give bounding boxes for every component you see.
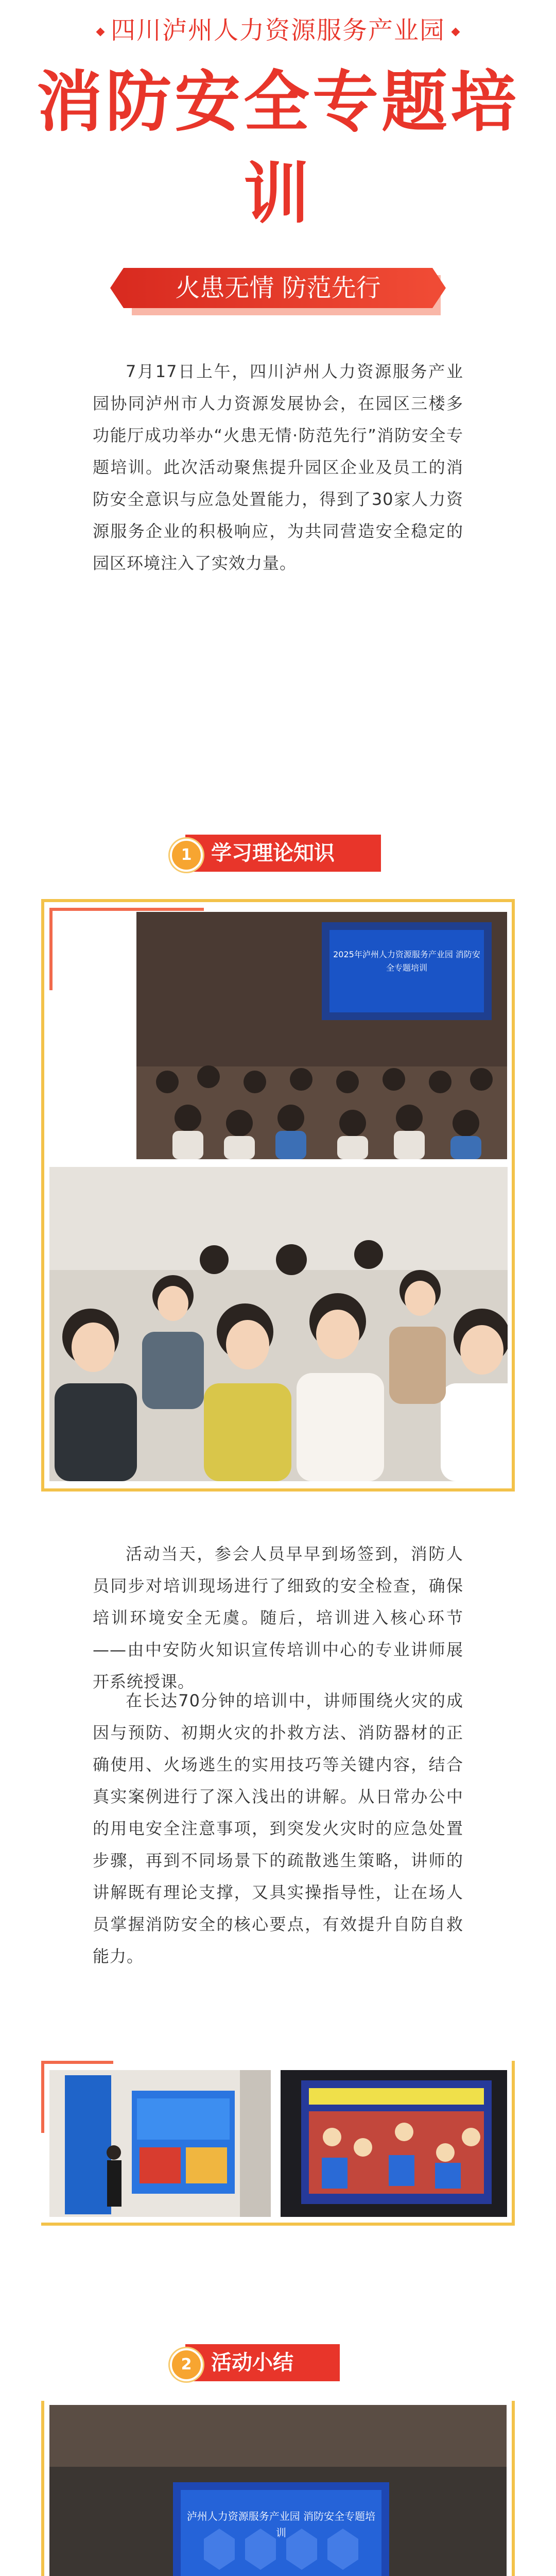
intro-paragraph: 7月17日上午，四川泸州人力资源服务产业园协同泸州市人力资源发展协会，在园区三楼多功能厅成功举办“火患无情·防范先行”消防安全专题培训。此次活动聚焦提升园区企业及员工的消防安全意识与应急处置能力，得到了30家人力资源服务企业的积极响应，为共同营造安全稳定的园区环境注入了实效力量。: [93, 362, 463, 573]
diamond-icon: [96, 28, 105, 37]
section-2-number: 2: [170, 2348, 203, 2381]
header-org: [0, 10, 556, 46]
photo-lecture-hall: [136, 912, 507, 1159]
screen-title: 2025年泸州人力资源服务产业园 消防安全专题培训: [333, 950, 480, 973]
slide-scene: [281, 2070, 507, 2217]
section-2-title: 活动小结: [211, 2351, 293, 2375]
section-1-title: 学习理论知识: [211, 841, 335, 865]
photo-slide: [281, 2070, 507, 2217]
section-1-paragraph-1: 活动当天，参会人员早早到场签到，消防人员同步对培训现场进行了细致的安全检查，确保培训环境安全无虞。随后，培训进入核心环节——由中安防火知识宣传培训中心的专业讲师展开系统授课。: [93, 1544, 463, 1691]
page-title: 消防安全专题培训: [36, 64, 519, 232]
slogan-text: 火患无情 防范先行: [175, 274, 381, 302]
photo-audience: [49, 1167, 508, 1481]
slogan-banner: [0, 268, 556, 309]
summary-scene: [49, 2405, 507, 2576]
instructor-scene: [49, 2070, 271, 2217]
section-1-paragraph-2: 在长达70分钟的培训中，讲师围绕火灾的成因与预防、初期火灾的扑救方法、消防器材的正确使用、火场逃生的实用技巧等关键内容，结合真实案例进行了深入浅出的讲解。从日常办公中的用电安全注意事项，到突发火灾时的应急处置步骤，再到不同场景下的疏散逃生策略，讲师的讲解既有理论支撑，又具实操指导性，让在场人员掌握消防安全的核心要点，有效提升自防自救能力。: [93, 1691, 463, 1966]
section-1-header: [0, 829, 556, 876]
summary-screen-title: 泸州人力资源服务产业园 消防安全专题培训: [186, 2510, 376, 2539]
section-1-number: 1: [170, 839, 203, 872]
section-2-header: [0, 2339, 556, 2385]
audience-scene: [49, 1167, 508, 1481]
header-org-text: 四川泸州人力资源服务产业园: [110, 16, 445, 45]
photo-instructor: [49, 2070, 271, 2217]
photo-group-summary: [49, 2405, 507, 2576]
diamond-icon: [451, 28, 460, 37]
